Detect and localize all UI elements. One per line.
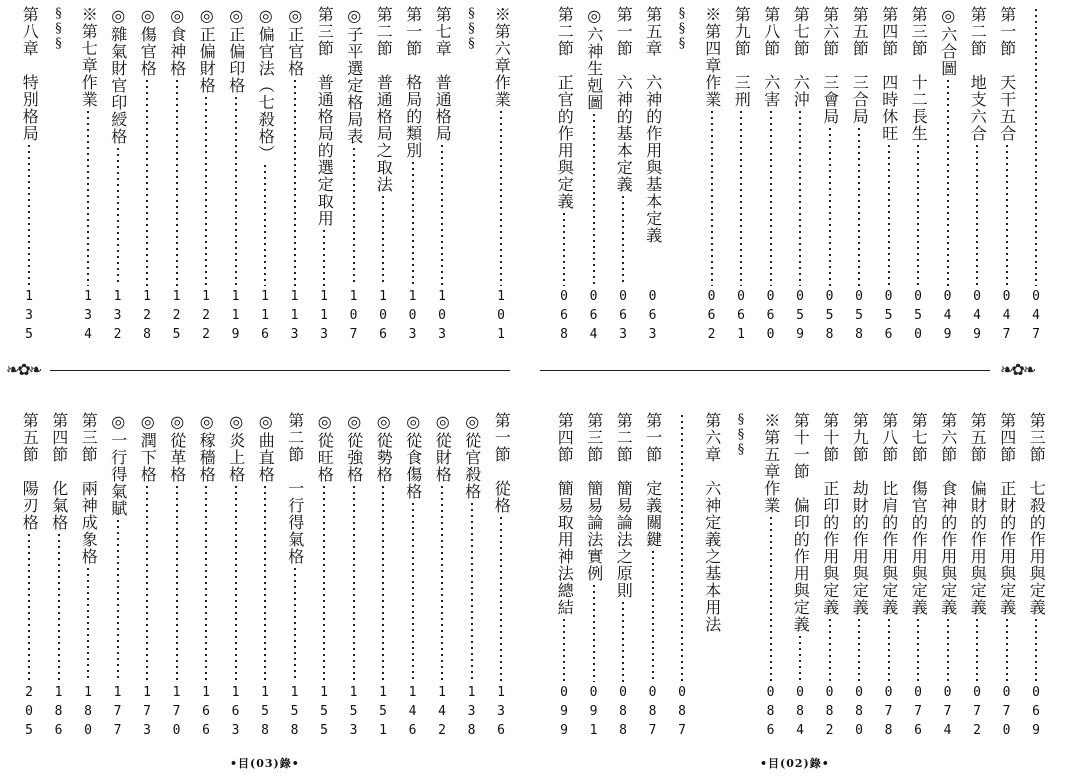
toc-entry: [787, 6, 813, 346]
toc-entry-title: ◎偏官法（七殺格）: [256, 6, 276, 162]
toc-entry: [581, 412, 607, 742]
dot-leader: [235, 486, 237, 682]
toc-entry: [134, 412, 160, 742]
dot-leader: [593, 114, 595, 286]
toc-entry-title: 第一節 天干五合: [997, 6, 1017, 142]
toc-entry-title: 第八節 六害: [761, 6, 781, 108]
dot-leader: [235, 97, 237, 286]
toc-page-number: 062: [704, 289, 719, 346]
dot-leader: [976, 145, 978, 286]
toc-page-number: 153: [346, 685, 361, 742]
toc-entry-title: 第三節 普通格局的選定取用: [315, 6, 335, 227]
toc-page-number: 205: [21, 685, 37, 742]
dot-leader: [1035, 619, 1037, 682]
toc-entry: [341, 6, 367, 346]
toc-entry: [610, 412, 636, 742]
dot-leader: [28, 534, 30, 682]
dot-leader: [1006, 619, 1008, 682]
dot-leader: [323, 230, 325, 286]
toc-entry: [758, 6, 784, 346]
dot-leader: [412, 503, 414, 682]
dot-leader: [382, 196, 384, 286]
toc-page-number: 158: [257, 685, 273, 742]
toc-page-number: 084: [792, 685, 808, 742]
toc-entry-title: 第七章 普通格局: [433, 6, 453, 142]
dot-leader: [799, 111, 801, 286]
section-marks: [46, 6, 72, 346]
toc-page-number: 158: [287, 685, 302, 742]
toc-entry-title: ◎六神生剋圖: [584, 6, 604, 111]
toc-page-number: 050: [910, 289, 926, 346]
toc-entry: [193, 6, 219, 346]
toc-entry-title: 第二節 正官的作用與定義: [555, 6, 575, 210]
toc-page-number: 103: [434, 289, 450, 346]
toc-page-number: 113: [316, 289, 332, 346]
dot-leader: [888, 619, 890, 682]
toc-page-number: 049: [969, 289, 985, 346]
dot-leader: [205, 486, 207, 682]
page-footer: •目(03)錄•: [230, 757, 300, 770]
toc-page-number: 072: [969, 685, 985, 742]
toc-page-number: 101: [493, 289, 509, 346]
toc-entry: [429, 412, 455, 742]
dot-leader: [441, 486, 443, 682]
toc-entry-title: 第二節 一行得氣格: [285, 412, 305, 565]
page-footer: •目(02)錄•: [760, 757, 830, 770]
right-divider-line: [540, 370, 990, 371]
toc-entry: [134, 6, 160, 346]
dot-leader: [917, 145, 919, 286]
toc-entry: [964, 6, 990, 346]
dot-leader: [947, 80, 949, 286]
dot-leader: [58, 534, 60, 682]
toc-entry-title: ◎正偏財格: [197, 6, 217, 94]
toc-page-number: 155: [316, 685, 332, 742]
toc-entry: [935, 412, 961, 742]
toc-entry-title: 第九節 三刑: [732, 6, 752, 108]
toc-entry: [581, 6, 607, 346]
toc-entry-title: 第一節 定義關鍵: [643, 412, 663, 548]
toc-page-number: 091: [586, 685, 601, 742]
dot-leader: [205, 97, 207, 286]
toc-entry: [46, 412, 72, 742]
section-marks: [459, 6, 485, 346]
right-ornament-icon: ❧✿❧: [1000, 360, 1035, 379]
dot-leader: [829, 128, 831, 286]
dot-leader: [500, 111, 502, 286]
toc-entry: [370, 6, 396, 346]
toc-entry-title: 第三節 簡易論法實例: [584, 412, 604, 582]
dot-leader: [858, 619, 860, 682]
toc-entry-title: 第五節 偏財的作用與定義: [968, 412, 988, 616]
toc-entry-title: ◎雜氣財官印綬格: [108, 6, 128, 145]
toc-page-number: 163: [228, 685, 243, 742]
dot-leader: [176, 80, 178, 286]
toc-page-number: 088: [615, 685, 631, 742]
toc-entry-title: 第四節 簡易取用神法總結: [555, 412, 575, 616]
toc-entry-title: ◎正偏印格: [226, 6, 246, 94]
toc-entry-title: ◎曲直格: [256, 412, 276, 483]
toc-entry-title: 第九節 劫財的作用與定義: [850, 412, 870, 616]
toc-entry: [994, 412, 1020, 742]
toc-entry: [699, 412, 725, 742]
toc-page-number: 058: [851, 289, 867, 346]
toc-page-number: 166: [198, 685, 214, 742]
toc-entry-title: ◎稼穡格: [197, 412, 217, 483]
toc-page-number: 107: [346, 289, 361, 346]
toc-page-number: 049: [940, 289, 955, 346]
dot-leader: [441, 145, 443, 286]
toc-entry: [341, 412, 367, 742]
toc-entry-title: 第二節 普通格局之取法: [374, 6, 394, 193]
toc-entry: [105, 6, 131, 346]
toc-entry-title: 第一節 從格: [492, 412, 512, 514]
dot-leader: [353, 148, 355, 286]
toc-entry: [846, 6, 872, 346]
toc-entry: [640, 412, 666, 742]
section-marks: [728, 412, 754, 742]
toc-page-number: 064: [586, 289, 601, 346]
toc-entry: [311, 6, 337, 346]
toc-entry: [905, 6, 931, 346]
dot-leader: [353, 486, 355, 682]
dot-leader: [976, 619, 978, 682]
toc-entry-title: ◎從強格: [344, 412, 364, 483]
toc-entry: [164, 412, 190, 742]
section-marks-text: §§§: [733, 412, 749, 457]
toc-entry: [282, 6, 308, 346]
toc-entry-title: ◎一行得氣賦: [108, 412, 128, 517]
dot-leader: [382, 486, 384, 682]
toc-entry: [311, 412, 337, 742]
toc-entry-title: 第七節 六沖: [791, 6, 811, 108]
toc-entry-title: 第五章 六神的作用與基本定義: [643, 6, 663, 244]
toc-entry: [16, 6, 42, 346]
toc-entry: [846, 412, 872, 742]
dot-leader: [858, 128, 860, 286]
dot-leader: [622, 602, 624, 682]
dot-leader: [652, 551, 654, 682]
dot-leader: [294, 568, 296, 682]
dot-leader: [681, 415, 683, 682]
toc-entry-title: ◎炎上格: [226, 412, 246, 483]
toc-entry-title: ※第七章作業: [79, 6, 99, 108]
toc-entry-title: ※第五章作業: [761, 412, 781, 514]
toc-entry: [905, 412, 931, 742]
toc-page-number: 177: [110, 685, 125, 742]
toc-page-number: 070: [999, 685, 1014, 742]
toc-entry: [817, 412, 843, 742]
toc-page-number: 122: [198, 289, 214, 346]
toc-entry-title: ※第六章作業: [492, 6, 512, 108]
toc-entry-title: 第四節 四時休旺: [879, 6, 899, 142]
toc-entry-title: ◎從旺格: [315, 412, 335, 483]
toc-page-number: 086: [763, 685, 778, 742]
dot-leader: [87, 111, 89, 286]
toc-entry: [193, 412, 219, 742]
section-marks: [669, 6, 695, 346]
toc-entry-title: 第六節 三會局: [820, 6, 840, 125]
dot-leader: [176, 486, 178, 682]
toc-page-number: 082: [822, 685, 837, 742]
dot-leader: [471, 503, 473, 682]
toc-page-number: 061: [733, 289, 749, 346]
toc-page-number: 047: [1028, 289, 1044, 346]
toc-entry: [105, 412, 131, 742]
toc-page-number: 063: [645, 289, 660, 346]
toc-page-number: 059: [792, 289, 808, 346]
toc-entry-title: ◎從官殺格: [462, 412, 482, 500]
dot-leader: [87, 568, 89, 682]
section-marks-text: §§§: [464, 6, 479, 51]
dot-leader: [711, 111, 713, 286]
toc-page-number: 080: [851, 685, 867, 742]
toc-entry-title: 第六節 食神的作用與定義: [938, 412, 958, 616]
toc-entry: [817, 6, 843, 346]
toc-entry: [75, 412, 101, 742]
left-divider-line: [50, 370, 510, 371]
section-marks-text: §§§: [674, 6, 690, 51]
toc-page-number: 132: [110, 289, 125, 346]
toc-entry: [488, 6, 514, 346]
toc-page-number: 116: [257, 289, 273, 346]
toc-entry-title: ◎子平選定格局表: [344, 6, 364, 145]
toc-entry: [282, 412, 308, 742]
dot-leader: [888, 145, 890, 286]
left-ornament-icon: ❧✿❧: [6, 360, 41, 379]
toc-entry-title: 第八節 比肩的作用與定義: [879, 412, 899, 616]
toc-entry-title: 第六章 六神定義之基本用法: [702, 412, 722, 633]
dot-leader: [770, 111, 772, 286]
dot-leader: [117, 520, 119, 682]
toc-entry-title: ◎從革格: [167, 412, 187, 483]
toc-entry: [400, 412, 426, 742]
toc-entry-title: 第三節 七殺的作用與定義: [1027, 412, 1047, 616]
dot-leader: [770, 517, 772, 682]
dot-leader: [829, 619, 831, 682]
toc-page-number: 060: [763, 289, 778, 346]
toc-entry: [610, 6, 636, 346]
toc-page-number: 180: [80, 685, 96, 742]
toc-page-number: 125: [169, 289, 184, 346]
toc-entry-title: 第三節 十二長生: [909, 6, 929, 142]
toc-entry-title: 第一節 六神的基本定義: [614, 6, 634, 193]
toc-page-number: 128: [139, 289, 155, 346]
dot-leader: [740, 111, 742, 286]
toc-entry-title: 第二節 地支六合: [968, 6, 988, 142]
toc-entry: [964, 412, 990, 742]
toc-entry-title: 第一節 格局的類別: [403, 6, 423, 159]
toc-entry: [699, 6, 725, 346]
toc-entry-title: 第十節 正印的作用與定義: [820, 412, 840, 616]
toc-entry: [1023, 6, 1049, 346]
toc-entry: [164, 6, 190, 346]
toc-page-number: 087: [674, 685, 690, 742]
toc-page-number: 151: [375, 685, 391, 742]
toc-page-number: 069: [1028, 685, 1044, 742]
toc-page-number: 170: [169, 685, 184, 742]
toc-page-number: 119: [228, 289, 243, 346]
toc-page-number: 173: [139, 685, 155, 742]
dot-leader: [917, 619, 919, 682]
toc-entry-title: ◎從財格: [433, 412, 453, 483]
toc-page-number: 186: [51, 685, 66, 742]
toc-entry: [935, 6, 961, 346]
dot-leader: [28, 145, 30, 286]
dot-leader: [264, 486, 266, 682]
toc-entry: [876, 6, 902, 346]
toc-page-number: 138: [464, 685, 479, 742]
toc-page-number: 146: [405, 685, 420, 742]
toc-page-number: 063: [615, 289, 631, 346]
toc-entry-title: 第四節 化氣格: [49, 412, 69, 531]
toc-page-number: 113: [287, 289, 302, 346]
dot-leader: [622, 196, 624, 286]
section-marks-text: §§§: [51, 6, 66, 51]
toc-page-number: 136: [493, 685, 509, 742]
dot-leader: [563, 213, 565, 286]
toc-entry: [252, 6, 278, 346]
toc-entry-title: 第四節 正財的作用與定義: [997, 412, 1017, 616]
toc-entry: [551, 412, 577, 742]
toc-entry: [370, 412, 396, 742]
toc-entry-title: 第三節 兩神成象格: [79, 412, 99, 565]
toc-entry: [400, 6, 426, 346]
dot-leader: [500, 517, 502, 682]
dot-leader: [146, 80, 148, 286]
toc-entry-title: 第五節 三合局: [850, 6, 870, 125]
toc-page-number: 134: [80, 289, 96, 346]
toc-page-number: 074: [940, 685, 955, 742]
right-page: [535, 0, 1070, 779]
toc-entry-title: ◎正官格: [285, 6, 305, 77]
toc-entry: [16, 412, 42, 742]
toc-page-number: 068: [556, 289, 572, 346]
toc-entry: [787, 412, 813, 742]
dot-leader: [799, 636, 801, 682]
dot-leader: [1006, 145, 1008, 286]
toc-page-number: 142: [434, 685, 450, 742]
toc-entry: [223, 6, 249, 346]
toc-page-number: 106: [375, 289, 391, 346]
toc-entry: [728, 6, 754, 346]
toc-entry-title: ◎潤下格: [138, 412, 158, 483]
toc-page-number: 078: [881, 685, 896, 742]
dot-leader: [1035, 9, 1037, 286]
dot-leader: [117, 148, 119, 286]
toc-entry-title: ◎傷官格: [138, 6, 158, 77]
toc-entry-title: 第五節 陽刃格: [20, 412, 40, 531]
toc-page-number: 056: [881, 289, 896, 346]
dot-leader: [947, 619, 949, 682]
dot-leader: [412, 162, 414, 286]
toc-entry: [223, 412, 249, 742]
toc-entry: [994, 6, 1020, 346]
toc-entry-title: 第二節 簡易論法之原則: [614, 412, 634, 599]
toc-page-number: 058: [822, 289, 837, 346]
toc-page-number: 135: [21, 289, 37, 346]
toc-entry: [429, 6, 455, 346]
toc-entry: [1023, 412, 1049, 742]
toc-page-number: 087: [645, 685, 660, 742]
toc-entry-title: 第十一節 偏印的作用與定義: [791, 412, 811, 633]
toc-entry: [876, 412, 902, 742]
toc-entry: [551, 6, 577, 346]
dot-leader: [146, 486, 148, 682]
toc-entry: [75, 6, 101, 346]
dot-leader: [294, 80, 296, 286]
dot-leader: [563, 619, 565, 682]
dot-leader: [323, 486, 325, 682]
toc-entry: [640, 6, 666, 346]
toc-entry-title: ◎六合圖: [938, 6, 958, 77]
toc-entry-title: ◎從勢格: [374, 412, 394, 483]
toc-page-number: 076: [910, 685, 926, 742]
toc-entry: [252, 412, 278, 742]
toc-page-number: 103: [405, 289, 420, 346]
toc-entry-title: ◎從食傷格: [403, 412, 423, 500]
toc-entry: [758, 412, 784, 742]
toc-entry: [488, 412, 514, 742]
dot-leader: [593, 585, 595, 682]
toc-page-number: 047: [999, 289, 1014, 346]
dot-leader: [264, 165, 266, 286]
toc-page-number: 099: [556, 685, 572, 742]
toc-entry: [669, 412, 695, 742]
toc-entry-title: ※第四章作業: [702, 6, 722, 108]
toc-entry-title: ◎食神格: [167, 6, 187, 77]
toc-entry-title: 第七節 傷官的作用與定義: [909, 412, 929, 616]
toc-entry-title: 第八章 特別格局: [20, 6, 40, 142]
toc-entry: [459, 412, 485, 742]
